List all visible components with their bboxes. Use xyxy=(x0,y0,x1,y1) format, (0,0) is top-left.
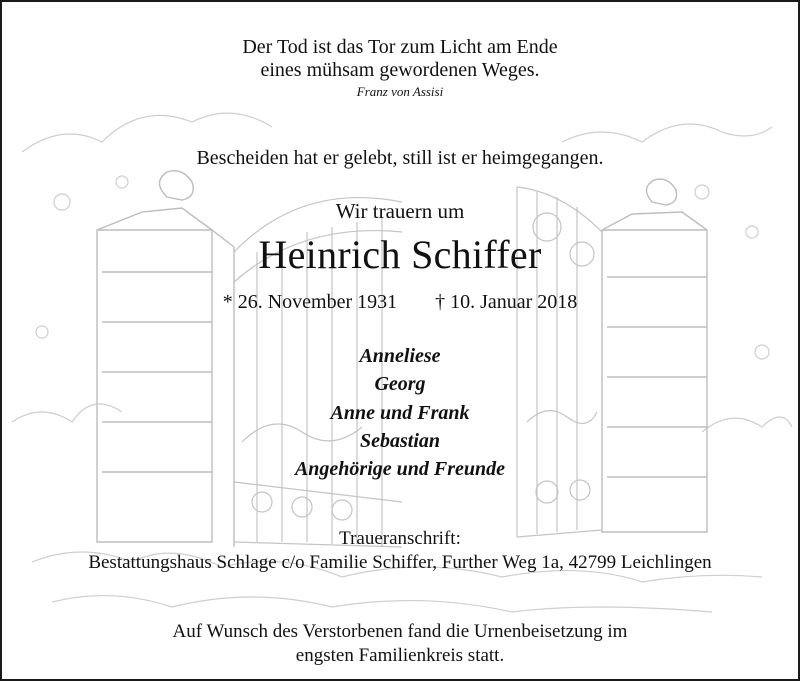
quote-line-1: Der Tod ist das Tor zum Licht am Ende xyxy=(242,36,558,58)
obituary-content xyxy=(2,2,798,679)
birth-date: * 26. November 1931 xyxy=(222,291,398,313)
address-label: Traueranschrift: xyxy=(339,528,461,549)
note-line-2: engsten Familienkreis statt. xyxy=(295,645,505,666)
verse: Bescheiden hat er gelebt, still ist er heimgegangen. xyxy=(196,147,604,169)
life-dates xyxy=(2,291,798,314)
deceased-name: Heinrich Schiffer xyxy=(258,232,542,277)
death-date: † 10. Januar 2018 xyxy=(435,291,578,313)
mourner-name: Anneliese xyxy=(359,345,441,367)
quote-author: Franz von Assisi xyxy=(356,84,444,99)
note-line-1: Auf Wunsch des Verstorbenen fand die Urnenbeisetzung im xyxy=(172,621,628,642)
mourner-name: Anne und Frank xyxy=(330,402,470,424)
mourner-name: Sebastian xyxy=(359,430,441,452)
quote-line-2: eines mühsam gewordenen Weges. xyxy=(260,59,540,81)
mourning-intro: Wir trauern um xyxy=(335,199,465,223)
mourner-name: Georg xyxy=(374,373,426,395)
mourner-name: Angehörige und Freunde xyxy=(294,458,506,480)
address-text: Bestattungshaus Schlage c/o Familie Schiffer, Further Weg 1a, 42799 Leichlingen xyxy=(88,552,712,573)
